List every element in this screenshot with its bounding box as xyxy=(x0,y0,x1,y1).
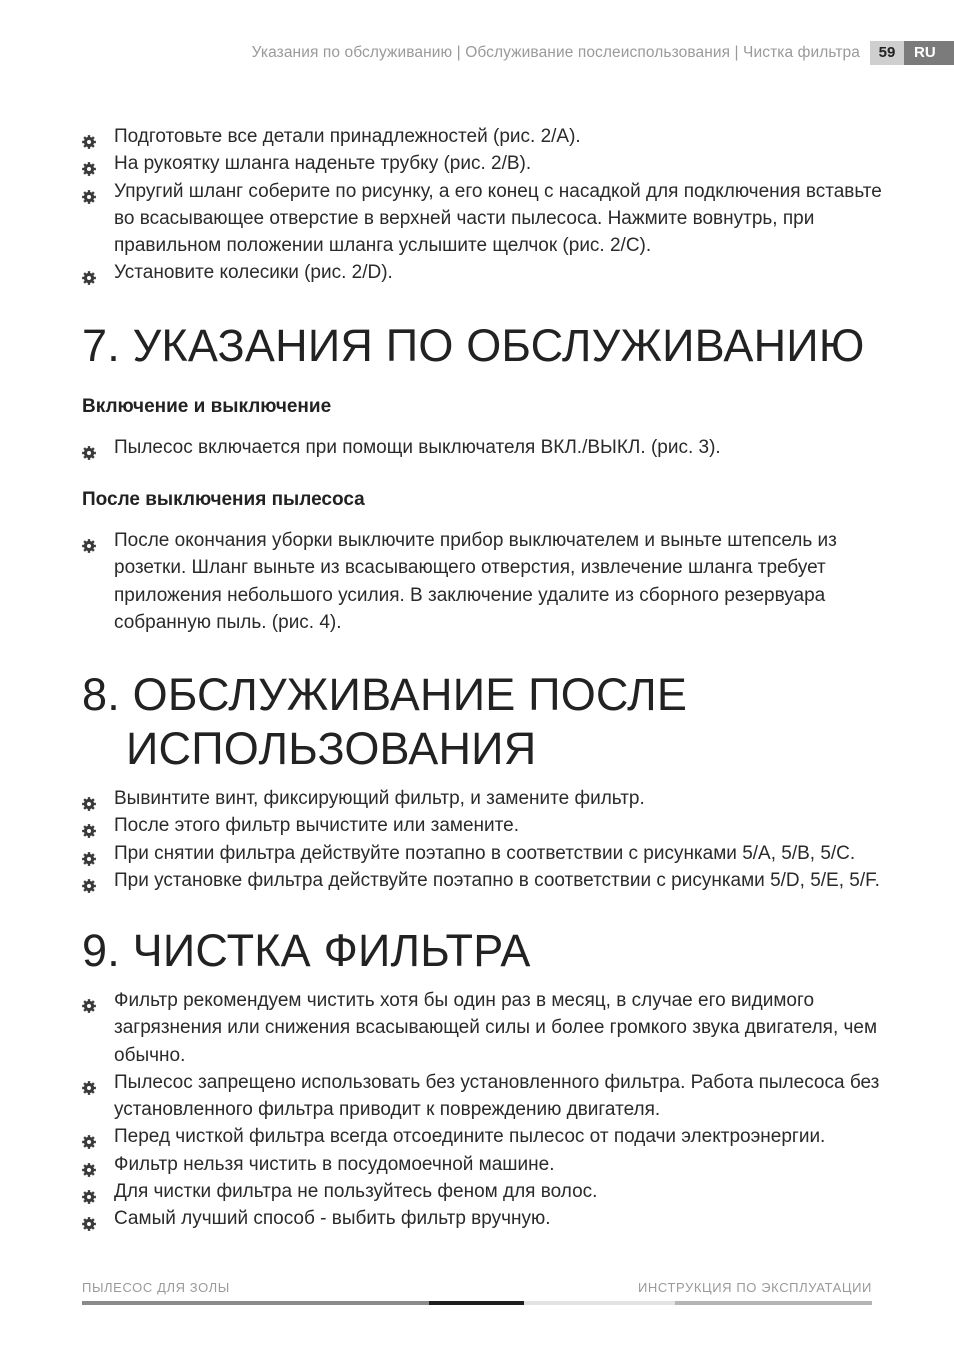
section-9-block xyxy=(82,987,882,1233)
list-item-text: После окончания уборки выключите прибор выключателем и выньте штепсель из розетки. Шланг выньте из всасывающего отверстия, извлечение шланга требует приложения небольшого усилия. В заключение удалите из сборного резервуара собранную пыль. (рис. 4). xyxy=(114,530,837,633)
list-item-text: При установке фильтра действуйте поэтапно в соответствии с рисунками 5/D, 5/E, 5/F. xyxy=(114,869,880,891)
gear-bullet-icon xyxy=(82,847,96,861)
gear-bullet-icon xyxy=(82,1185,96,1199)
gear-bullet-icon xyxy=(82,874,96,888)
section-8-title-line1: 8. ОБСЛУЖИВАНИЕ ПОСЛЕ xyxy=(82,669,688,720)
list-item xyxy=(82,1151,882,1178)
gear-bullet-icon xyxy=(82,441,96,455)
page-header xyxy=(252,41,954,65)
footer-divider-center xyxy=(429,1301,524,1305)
list-item xyxy=(82,1123,882,1150)
section-9-title: 9. ЧИСТКА ФИЛЬТРА xyxy=(82,925,531,976)
gear-bullet-icon xyxy=(82,266,96,280)
list-item xyxy=(82,867,882,894)
gear-bullet-icon xyxy=(82,1158,96,1172)
list-item-text: Фильтр нельзя чистить в посудомоечной машине. xyxy=(114,1153,555,1175)
list-item xyxy=(82,259,882,286)
list-item xyxy=(82,785,882,812)
intro-bullet-list xyxy=(82,123,882,287)
footer-divider-left xyxy=(82,1301,429,1305)
list-item-text: При снятии фильтра действуйте поэтапно в соответствии с рисунками 5/A, 5/B, 5/C. xyxy=(114,842,856,864)
gear-bullet-icon xyxy=(82,534,96,548)
section-7-power-list xyxy=(82,434,882,461)
list-item-text: Фильтр рекомендуем чистить хотя бы один раз в месяц, в случае его видимого загрязнения или снижения всасывающей силы и более громкого звука двигателя, чем обычно. xyxy=(114,990,878,1066)
section-8-title-line2: ИСПОЛЬЗОВАНИЯ xyxy=(126,723,537,774)
section-7-after-off-list xyxy=(82,527,882,636)
list-item xyxy=(82,527,882,636)
list-item xyxy=(82,434,882,461)
gear-bullet-icon xyxy=(82,185,96,199)
section-7-power-block xyxy=(82,434,882,461)
footer-divider-right xyxy=(675,1301,872,1305)
gear-bullet-icon xyxy=(82,994,96,1008)
list-item-text: После этого фильтр вычистите или замените. xyxy=(114,815,519,837)
list-item xyxy=(82,123,882,150)
language-badge: RU xyxy=(904,41,954,65)
list-item xyxy=(82,1178,882,1205)
list-item-text: Перед чисткой фильтра всегда отсоедините пылесос от подачи электроэнергии. xyxy=(114,1126,826,1148)
section-7-after-off-block xyxy=(82,527,882,636)
list-item xyxy=(82,150,882,177)
list-item-text: Упругий шланг соберите по рисунку, а его конец с насадкой для подключения вставьте во всасывающее отверстие в верхней части пылесоса. Нажмите вовнутрь, при правильном положении шланга услышите щелчок (рис. 2/C). xyxy=(114,180,882,257)
section-8-block xyxy=(82,785,882,894)
intro-section xyxy=(82,123,882,287)
gear-bullet-icon xyxy=(82,792,96,806)
list-item-text: Вывинтите винт, фиксирующий фильтр, и замените фильтр. xyxy=(114,788,645,809)
section-7-subtitle-after-off: После выключения пылесоса xyxy=(82,489,365,510)
section-7-title: 7. УКАЗАНИЯ ПО ОБСЛУЖИВАНИЮ xyxy=(82,320,865,371)
list-item xyxy=(82,1069,882,1124)
section-9-list xyxy=(82,987,882,1233)
footer-manual-title: ИНСТРУКЦИЯ ПО ЭКСПЛУАТАЦИИ xyxy=(637,1280,872,1295)
list-item xyxy=(82,812,882,839)
gear-bullet-icon xyxy=(82,1130,96,1144)
list-item xyxy=(82,987,882,1069)
footer-divider-light xyxy=(524,1301,675,1305)
list-item xyxy=(82,1205,882,1232)
list-item-text: Для чистки фильтра не пользуйтесь феном для волос. xyxy=(114,1181,598,1203)
list-item-text: Установите колесики (рис. 2/D). xyxy=(114,262,393,284)
list-item xyxy=(82,178,882,260)
list-item-text: Самый лучший способ - выбить фильтр вручную. xyxy=(114,1208,551,1230)
footer-product-name: ПЫЛЕСОС ДЛЯ ЗОЛЫ xyxy=(82,1280,230,1295)
list-item xyxy=(82,840,882,867)
header-breadcrumb: Указания по обслуживанию | Обслуживание послеиспользования | Чистка фильтра xyxy=(251,44,860,61)
list-item-text: На рукоятку шланга наденьте трубку (рис. 2/B). xyxy=(114,153,532,175)
gear-bullet-icon xyxy=(82,1212,96,1226)
gear-bullet-icon xyxy=(82,157,96,171)
section-8-title xyxy=(82,668,882,776)
section-8-list xyxy=(82,785,882,894)
gear-bullet-icon xyxy=(82,130,96,144)
gear-bullet-icon xyxy=(82,819,96,833)
gear-bullet-icon xyxy=(82,1076,96,1090)
section-7-subtitle-power: Включение и выключение xyxy=(82,396,332,417)
list-item-text: Подготовьте все детали принадлежностей (рис. 2/A). xyxy=(114,126,581,147)
list-item-text: Пылесос включается при помощи выключателя ВКЛ./ВЫКЛ. (рис. 3). xyxy=(114,437,721,458)
page-number: 59 xyxy=(870,41,904,65)
list-item-text: Пылесос запрещено использовать без установленного фильтра. Работа пылесоса без установленного фильтра приводит к повреждению двигателя. xyxy=(114,1071,880,1121)
